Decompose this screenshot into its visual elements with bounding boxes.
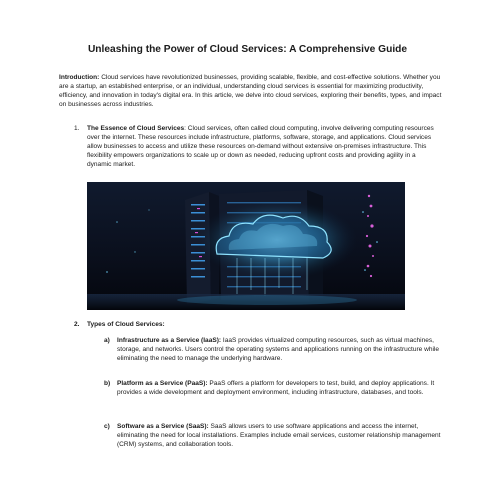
saas-paragraph (117, 422, 447, 449)
saas-label: c) (104, 423, 110, 430)
paas-text: PaaS offers a platform for developers to test, build, and deploy applications. It provides a wide development and deployment environment, including infrastructure, databases, and tools. (117, 380, 435, 397)
iaas-heading: Infrastructure as a Service (IaaS): (117, 337, 222, 344)
paas-paragraph (117, 379, 447, 397)
section1-number: 1. (74, 125, 80, 132)
section2-heading: Types of Cloud Services: (87, 321, 165, 328)
document-title: Unleashing the Power of Cloud Services: A Comprehensive Guide (87, 44, 408, 55)
saas-text: SaaS allows users to use software applications and access the internet, eliminating the need for local installations. Examples include email services, customer relationship management (CRM) systems, and collaboration tools. (117, 423, 441, 449)
paas-heading: Platform as a Service (PaaS): (117, 380, 208, 387)
iaas-label: a) (104, 337, 110, 344)
section2-number: 2. (74, 321, 80, 328)
section1-heading: The Essence of Cloud Services (87, 125, 185, 132)
intro-text: Cloud services have revolutionized businesses, providing scalable, flexible, and cost-effective solutions. Whether you are a startup, an established enterprise, or an individual, understanding cloud services is essential for maximizing productivity, efficiency, and innovation in today's digital era. In this article, we delve into cloud services, exploring their benefits, types, and impact on businesses across industries. (59, 74, 442, 109)
saas-heading: Software as a Service (SaaS): (117, 423, 209, 430)
cloud-server-image (87, 182, 405, 310)
iaas-text: IaaS provides virtualized computing resources, such as virtual machines, storage, and networks. Users control the operating systems and applications running on the infrastructure while eliminating the need to manage the underlying hardware. (117, 337, 440, 363)
section1-paragraph (87, 124, 439, 169)
section1-text: : Cloud services, often called cloud computing, involve delivering computing resources over the internet. These resources include infrastructure, platforms, software, storage, and applications. Cloud services allow businesses to access and utilize these resources on-demand without extensive on-premises infrastructure. This flexibility empowers organizations to scale up or down as needed, reducing upfront costs and providing agility in a dynamic market. (87, 125, 434, 169)
paas-label: b) (104, 380, 111, 387)
intro-label: Introduction: (59, 74, 100, 81)
iaas-paragraph (117, 336, 447, 363)
cloud-server-illustration (87, 182, 405, 310)
intro-paragraph (59, 73, 445, 109)
